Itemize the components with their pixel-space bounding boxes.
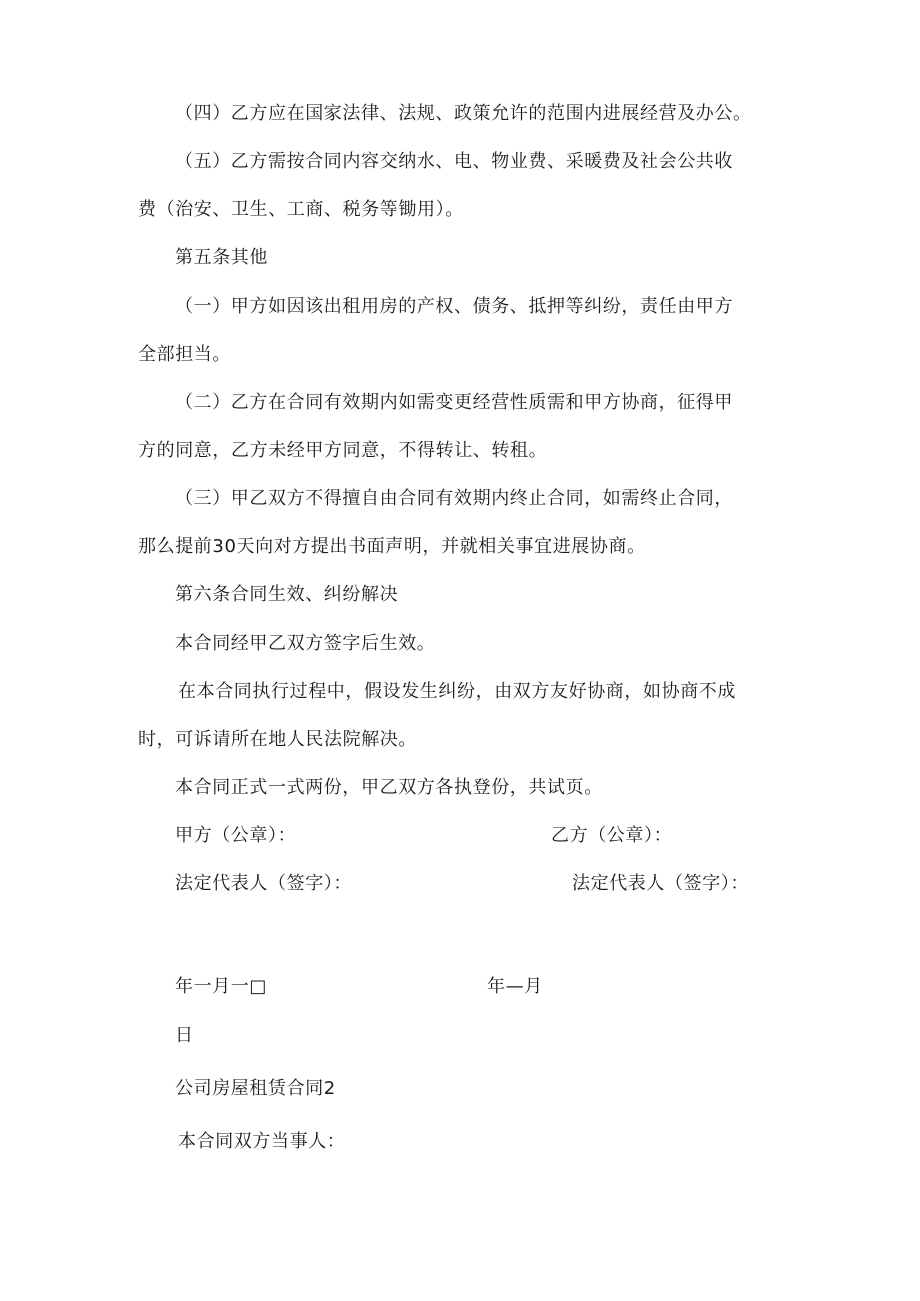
clause-5-2-cont: 方的同意，乙方未经甲方同意，不得转让、转租。 [138, 440, 548, 461]
clause-4-4: （四）乙方应在国家法律、法规、政策允许的范围内进展经营及办公。 [175, 103, 752, 124]
party-a-seal-label: 甲方（公章）： [175, 825, 297, 846]
next-contract-parties: 本合同双方当事人： [178, 1131, 346, 1152]
dispute-clause-cont: 时，可诉请所在地人民法院解决。 [138, 729, 417, 750]
copies-clause: 本合同正式一式两份，甲乙双方各执登份，共试页。 [175, 777, 603, 798]
clause-5-3: （三）甲乙双方不得擅自由合同有效期内终止合同，如需终止合同， [175, 488, 733, 509]
clause-5-3-cont: 那么提前30天向对方提出书面声明，并就相关事宜进展协商。 [138, 536, 646, 557]
party-a-rep-label: 法定代表人（签字）： [175, 873, 352, 894]
clause-4-5-cont: 费（治安、卫生、工商、税务等锄用）。 [138, 199, 464, 220]
party-b-date: 年—月 [487, 976, 543, 997]
party-b-seal-label: 乙方（公章）： [551, 825, 673, 846]
next-contract-title: 公司房屋租赁合同2 [175, 1078, 336, 1099]
date-day: 日 [175, 1025, 194, 1046]
party-b-rep-label: 法定代表人（签字）： [572, 873, 749, 894]
clause-4-5: （五）乙方需按合同内容交纳水、电、物业费、采暖费及社会公共收 [175, 151, 733, 172]
dispute-clause: 在本合同执行过程中，假设发生纠纷，由双方友好协商，如协商不成 [178, 681, 736, 702]
clause-5-1: （一）甲方如因该出租用房的产权、债务、抵押等纠纷，责任由甲方 [175, 296, 733, 317]
article-6-heading: 第六条合同生效、纠纷解决 [175, 584, 399, 605]
party-a-date: 年一月一□ [175, 976, 268, 997]
clause-5-1-cont: 全部担当。 [138, 344, 231, 365]
article-5-heading: 第五条其他 [175, 247, 268, 268]
clause-5-2: （二）乙方在合同有效期内如需变更经营性质需和甲方协商，征得甲 [175, 392, 733, 413]
effective-clause: 本合同经甲乙双方签字后生效。 [175, 633, 436, 654]
